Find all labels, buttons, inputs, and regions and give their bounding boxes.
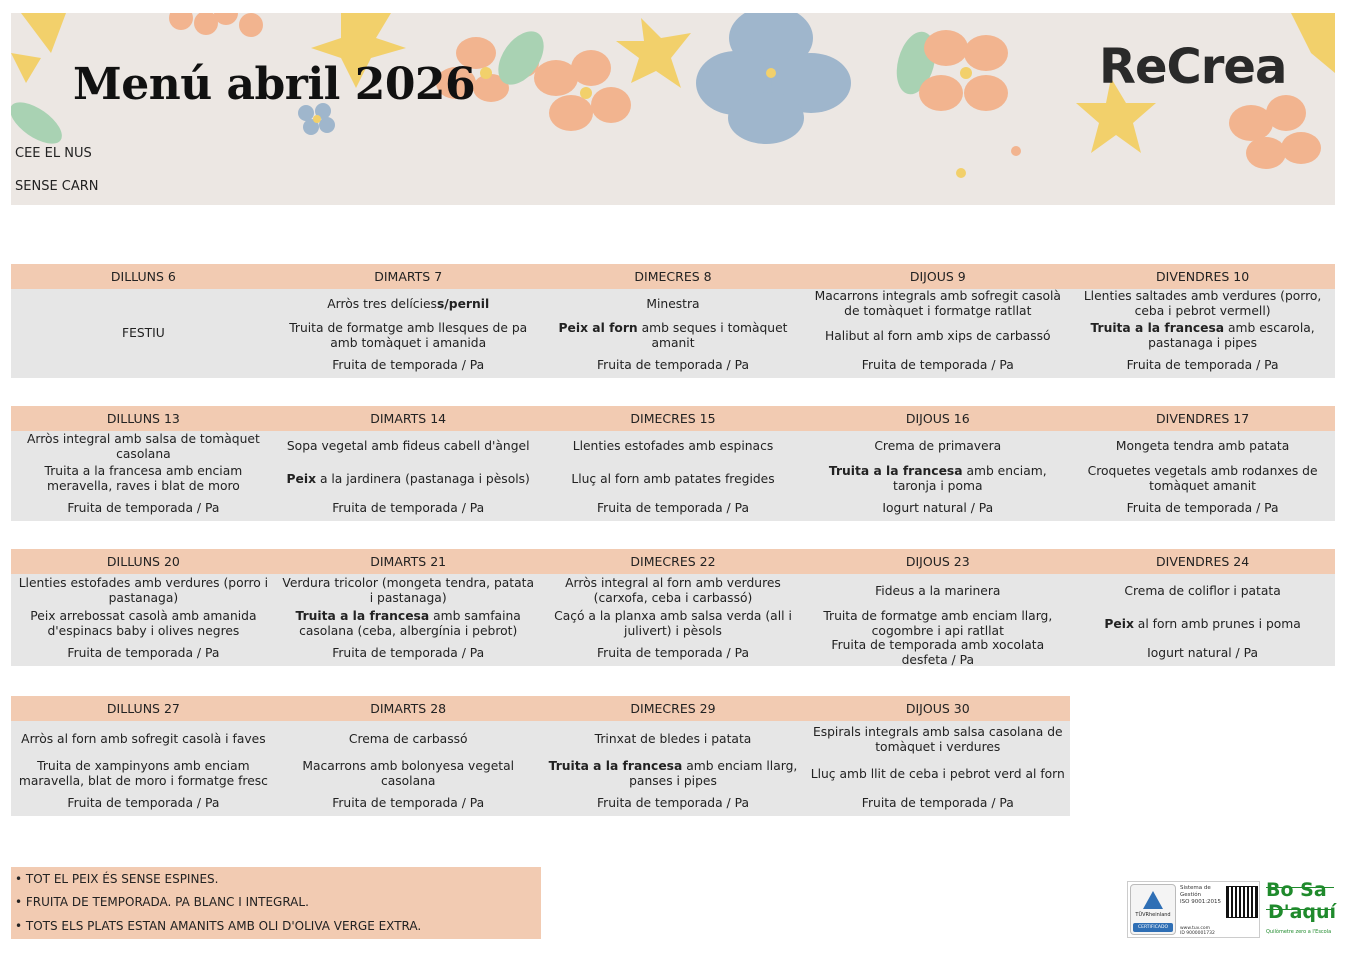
flower-blue-big [696,13,851,144]
menu-item: Fruita de temporada / Pa [332,501,485,515]
menu-item: Espirals integrals amb salsa casolana de tomàquet i verdures [812,724,1063,754]
menu-item: Arròs tres delícies s/pernil [327,296,490,311]
week-1-body [11,289,1335,378]
day-column [276,721,541,816]
day-column [805,289,1070,378]
menu-item: Trinxat de bledes i patata [594,732,752,746]
menu-item: Fruita de temporada / Pa [1126,358,1279,372]
week-4-header [11,696,1070,721]
menu-item: Peix al forn amb prunes i poma [1104,616,1301,631]
week-4-body [11,721,1070,816]
flower-yellow-center [616,18,691,88]
menu-item: Fideus a la marinera [875,583,1001,598]
menu-item: Iogurt natural / Pa [1147,645,1259,660]
menu-item: Fruita de temporada / Pa [597,645,749,660]
menu-item: Lluç al forn amb patates fregides [571,471,775,486]
day-column [11,721,276,816]
week-1-header [11,264,1335,289]
leaf-green-left [11,94,69,151]
menu-item: Fruita de temporada / Pa [861,795,1014,810]
day-column [541,721,806,816]
menu-item: Croquetes vegetals amb rodanxes de tomàquet amanit [1087,464,1318,493]
day-header: DIVENDRES 10 [1156,269,1250,284]
day-header: DIJOUS 23 [905,554,970,569]
day-column [541,289,806,378]
menu-item: Truita de formatge amb llesques de pa amb tomàquet i amanida [289,321,528,350]
day-column [541,431,806,521]
day-column [276,431,541,521]
menu-item: Arròs integral al forn amb verdures (carxofa, ceba i carbassó) [565,576,781,605]
bosa-tagline: Quilòmetre zero a l'Escola [1266,929,1332,935]
day-header: DIMARTS 7 [374,269,443,284]
flower-peach-center [534,50,631,131]
flower-yellow-left [11,13,66,83]
menu-item: Truita a la francesa amb enciam llarg, panses i pipes [548,759,798,788]
menu-item: Llenties estofades amb espinacs [572,439,774,453]
page-title: Menú abril 2026 [73,59,476,110]
day-header: DIJOUS 9 [909,269,966,284]
flower-peach-top [169,13,263,37]
dot-peach [1011,146,1021,156]
bosa-daqui-logo [1266,879,1337,939]
menu-item: Iogurt natural / Pa [882,501,994,515]
menu-item: Fruita de temporada / Pa [861,358,1014,372]
day-header: DIMARTS 21 [370,554,447,569]
day-column [1070,431,1335,521]
day-column [805,431,1070,521]
menu-item: Llenties estofades amb verdures (porro i pastanaga) [18,576,269,605]
menu-item: Fruita de temporada amb xocolata desfeta / Pa [831,638,1045,667]
menu-item: Fruita de temporada / Pa [597,501,749,515]
menu-item: Fruita de temporada / Pa [332,645,485,660]
day-column [1070,574,1335,666]
menu-item: Lluç amb llit de ceba i pebrot verd al forn [810,766,1065,781]
day-column [276,574,541,666]
day-column [11,574,276,666]
menu-item: Truita a la francesa amb enciam, taronja i poma [828,464,1047,493]
iso-certification-badge [1127,881,1260,938]
day-header: DIMARTS 14 [370,411,447,426]
menu-item: Llenties saltades amb verdures (porro, ceba i pebrot vermell) [1083,289,1322,318]
menu-item: Verdura tricolor (mongeta tendra, patata i pastanaga) [282,576,534,605]
qr-code-icon [1226,886,1258,918]
week-3-header [11,549,1335,574]
note-line: • FRUITA DE TEMPORADA. PA BLANC I INTEGRAL. [15,895,309,909]
menu-item: Fruita de temporada / Pa [332,795,485,810]
day-column [11,431,276,521]
menu-item: Truita a la francesa amb samfaina casolana (ceba, albergínia i pebrot) [295,609,521,638]
menu-item: Fruita de temporada / Pa [67,645,220,660]
day-column [276,289,541,378]
day-header: DIMECRES 22 [630,554,716,569]
menu-item: Truita de formatge amb enciam llarg, cogombre i api ratllat [823,609,1053,638]
menu-item: Arròs integral amb salsa de tomàquet casolana [27,431,260,461]
day-header: DILLUNS 6 [110,269,176,284]
day-column [805,721,1070,816]
menu-item: Macarrons integrals amb sofregit casolà de tomàquet i formatge ratllat [814,289,1061,318]
school-name: CEE EL NUS [15,146,92,161]
bosa-line1: Bo Sa [1266,879,1327,901]
note-line: • TOT EL PEIX ÉS SENSE ESPINES. [15,872,219,886]
diet-type: SENSE CARN [15,179,99,194]
menu-item: Peix arrebossat casolà amb amanida d'espinacs baby i olives negres [30,609,257,638]
day-column [805,574,1070,666]
day-header: DIJOUS 30 [905,701,970,716]
menu-item: Peix al forn amb seques i tomàquet amanit [558,321,788,350]
day-column [1070,289,1335,378]
day-header: DIMARTS 28 [370,701,447,716]
day-header: DILLUNS 13 [106,411,180,426]
menu-item: Truita a la francesa amb escarola, pastanaga i pipes [1090,321,1315,350]
notes-box [11,867,541,939]
day-header: DIMECRES 15 [630,411,716,426]
week-4 [11,696,1070,816]
week-2 [11,406,1335,521]
menu-item: Arròs al forn amb sofregit casolà i faves [21,732,266,746]
day-column [11,289,276,378]
flower-peach-far-right [1229,95,1321,169]
menu-item: Fruita de temporada / Pa [597,795,749,810]
cert-text: Sistema de Gestión ISO 9001:2015 [1180,885,1222,905]
day-header: DIVENDRES 17 [1156,411,1250,426]
menu-item: Fruita de temporada / Pa [67,795,220,810]
menu-item: Peix a la jardinera (pastanaga i pèsols) [286,471,530,486]
tuv-cert-label: CERTIFICADO [1137,925,1168,930]
menu-item: Crema de coliflor i patata [1124,583,1281,598]
tuv-name: TÜVRheinland [1135,912,1171,918]
menu-item: Fruita de temporada / Pa [332,358,485,372]
menu-item: Halibut al forn amb xips de carbassó [825,328,1051,343]
menu-item: Mongeta tendra amb patata [1115,439,1290,453]
menu-item: Truita de xampinyons amb enciam maravella, blat de moro i formatge fresc [18,759,268,788]
menu-item: Truita a la francesa amb enciam meravella, raves i blat de moro [44,464,243,493]
flower-yellow-far-right [1291,13,1335,73]
header-banner [11,13,1335,205]
menu-item: Crema de primavera [874,439,1002,453]
day-header: DIMECRES 8 [634,269,712,284]
menu-item: Fruita de temporada / Pa [597,358,749,372]
week-3-body [11,574,1335,666]
day-header: DIVENDRES 24 [1156,554,1250,569]
day-header: DILLUNS 20 [106,554,180,569]
menu-item: Macarrons amb bolonyesa vegetal casolana [302,759,515,788]
week-2-header [11,406,1335,431]
bosa-line2: D'aquí [1268,901,1337,923]
holiday-cell: FESTIU [122,326,165,340]
note-line: • TOTS ELS PLATS ESTAN AMANITS AMB OLI D'OLIVA VERGE EXTRA. [15,919,422,933]
tuv-logo [1130,884,1176,935]
day-header: DILLUNS 27 [106,701,180,716]
week-2-body [11,431,1335,521]
menu-item: Fruita de temporada / Pa [1126,501,1279,515]
week-3 [11,549,1335,666]
recrea-logo: ReCrea [1099,39,1287,95]
cert-footer: www.tuv.com ID 9000001732 [1180,926,1215,936]
week-1 [11,264,1335,378]
menu-item: Sopa vegetal amb fideus cabell d'àngel [286,439,530,453]
menu-item: Crema de carbassó [348,732,468,746]
tuv-triangle-icon [1143,891,1163,909]
day-header: DIJOUS 16 [905,411,970,426]
menu-item: Fruita de temporada / Pa [67,501,220,515]
menu-item: Minestra [646,296,700,311]
day-header: DIMECRES 29 [630,701,716,716]
menu-item: Caçó a la planxa amb salsa verda (all i julivert) i pèsols [554,609,792,638]
day-column [541,574,806,666]
dot-yellow [956,168,966,178]
